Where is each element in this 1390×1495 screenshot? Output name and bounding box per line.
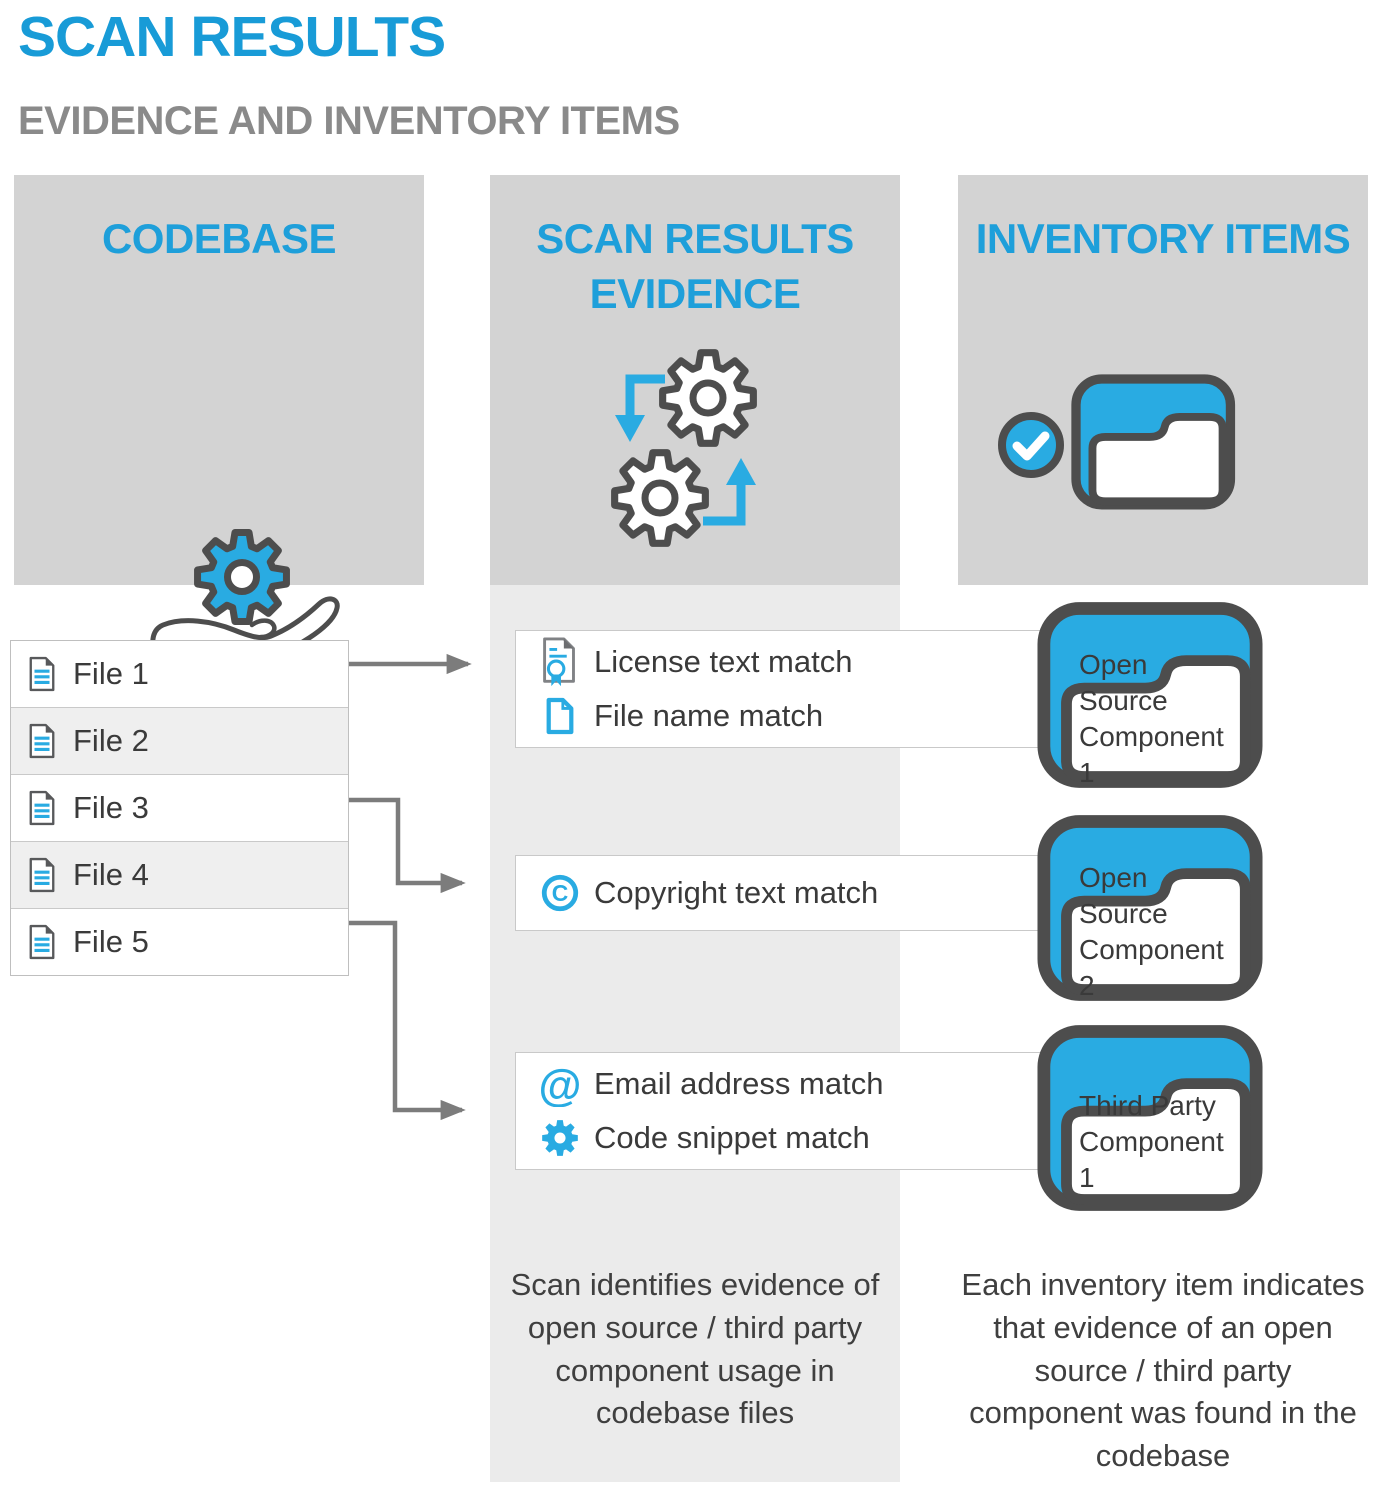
document-icon [27,789,57,827]
inventory-header: INVENTORY ITEMS [975,215,1351,262]
codebase-file-list [10,640,349,976]
file-row [11,708,348,775]
evidence-row [534,689,1054,743]
inventory-item-folder [1037,813,1263,1003]
evidence-header: SCAN RESULTS EVIDENCE [536,215,854,318]
inventory-caption: Each inventory item indicates that evidence of an open source / third party component was found in the codebase [961,1267,1365,1474]
file-row [11,775,348,842]
evidence-row [534,866,1054,920]
file-row [11,909,348,975]
file-label: File 1 [73,656,149,691]
svg-text:@: @ [538,1061,582,1107]
evidence-label: Copyright text match [594,875,879,910]
evidence-label: File name match [594,698,824,733]
svg-text:C: C [551,880,569,907]
at-sign-icon [534,1061,586,1107]
document-icon [27,923,57,961]
inventory-item-folder [1037,600,1263,790]
copyright-icon [534,872,586,914]
evidence-label: Code snippet match [594,1120,870,1155]
inventory-item-label: Third Party Component 1 [1079,1090,1224,1193]
file-label: File 3 [73,790,149,825]
evidence-box-copyright [515,855,1055,931]
file-label: File 2 [73,723,149,758]
evidence-caption: Scan identifies evidence of open source / third party component usage in codebase files [510,1267,880,1431]
license-certificate-icon [534,636,586,688]
evidence-box-email-snippet [515,1052,1055,1170]
page-title: SCAN RESULTS [18,5,446,69]
inventory-item-folder [1037,1023,1263,1213]
gear-icon [534,1117,586,1159]
document-icon [27,722,57,760]
evidence-row [534,1111,1054,1165]
page-subtitle: EVIDENCE AND INVENTORY ITEMS [18,99,680,143]
evidence-label: Email address match [594,1066,884,1101]
file-label: File 5 [73,924,149,959]
codebase-header: CODEBASE [101,215,337,262]
document-icon [27,856,57,894]
file-outline-icon [534,696,586,736]
file-row [11,641,348,708]
file-label: File 4 [73,857,149,892]
inventory-item-label: Open Source Component 2 [1079,862,1224,1001]
evidence-row [534,635,1054,689]
evidence-row [534,1057,1054,1111]
evidence-box-license [515,630,1055,748]
evidence-label: License text match [594,644,853,679]
file-row [11,842,348,909]
inventory-item-label: Open Source Component 1 [1079,649,1224,788]
document-icon [27,655,57,693]
